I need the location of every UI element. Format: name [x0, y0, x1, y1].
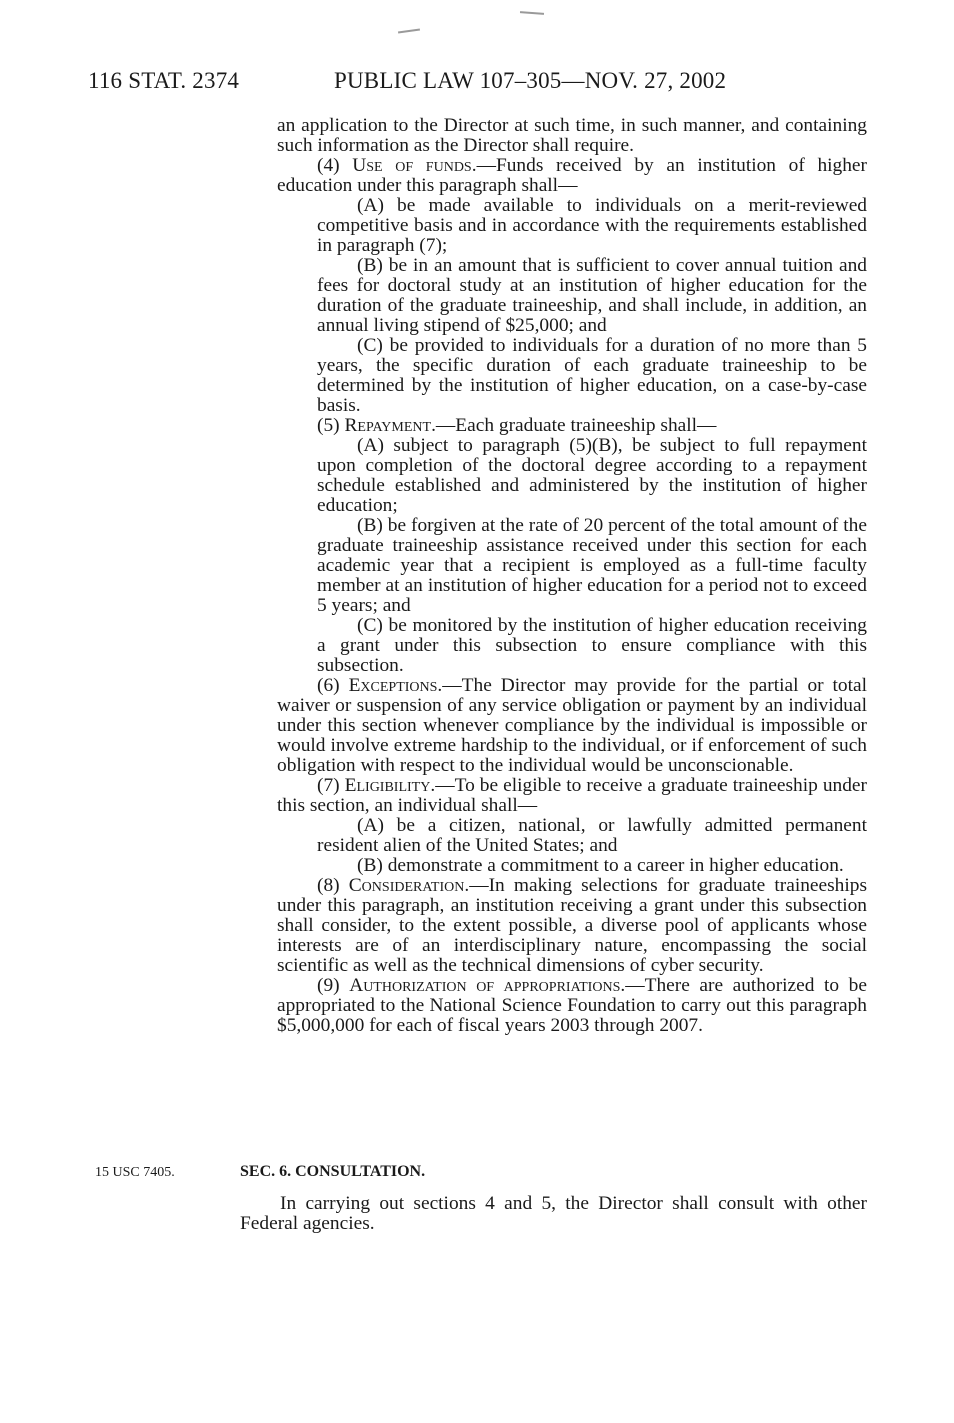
paragraph-number: (7): [317, 775, 345, 796]
usc-margin-citation: 15 USC 7405.: [95, 1165, 175, 1180]
paragraph-text: .—The Director may provide for the partial or total waiver or suspension of any service obligation or payment by an individual under this section whenever compliance by the individual is impossible or would involve extreme hardship to the individual, or if enforcement of such obligation with respect to the individual would be unconscionable.: [277, 675, 867, 776]
paragraph-4: [277, 156, 867, 196]
scan-artifact: [398, 28, 420, 33]
scan-artifact: [520, 11, 544, 15]
paragraph-title: Exceptions: [348, 675, 438, 696]
paragraph-7: [277, 776, 867, 816]
section-6-text: In carrying out sections 4 and 5, the Director shall consult with other Federal agencies.: [240, 1193, 867, 1234]
section-heading: SEC. 6. CONSULTATION.: [240, 1163, 426, 1180]
subparagraph-4a: (A) be made available to individuals on a merit-reviewed competitive basis and in accordance with the requirements established in paragraph (7);: [317, 195, 867, 256]
paragraph-title: Eligibility: [344, 775, 431, 796]
paragraph-number: (8): [317, 875, 349, 896]
paragraph-9: [277, 976, 867, 1036]
page-header: [88, 68, 768, 100]
paragraph-title: Consideration: [348, 875, 465, 896]
subparagraph-5b: (B) be forgiven at the rate of 20 percent of the total amount of the graduate traineeship assistance received under this section for each academic year that a recipient is employed as a full-time faculty member at an institution of higher education for a period not to exceed 5 years; and: [317, 515, 867, 616]
subparagraph-4c: (C) be provided to individuals for a duration of no more than 5 years, the specific duration of each graduate traineeship to be determined by the institution of higher education, on a case-by-case basis.: [317, 335, 867, 416]
stat-page-number: 116 STAT. 2374: [88, 68, 240, 93]
paragraph-title: Repayment: [344, 415, 432, 436]
paragraph-title: Authorization of appropriations: [349, 975, 621, 996]
paragraph-5: [277, 416, 867, 436]
subparagraph-7a: (A) be a citizen, national, or lawfully admitted permanent resident alien of the United States; and: [317, 815, 867, 856]
public-law-citation: PUBLIC LAW 107–305—NOV. 27, 2002: [334, 68, 727, 93]
paragraph-number: (4): [317, 155, 353, 176]
paragraph-8: [277, 876, 867, 976]
paragraph-number: (9): [317, 975, 350, 996]
paragraph-intro: an application to the Director at such time, in such manner, and containing such information as the Director shall require.: [277, 115, 867, 156]
body-text: [277, 116, 867, 1036]
subparagraph-5a: (A) subject to paragraph (5)(B), be subject to full repayment upon completion of the doctoral degree according to a repayment schedule established and administered by the institution of higher education;: [317, 435, 867, 516]
paragraph-text: .—Each graduate traineeship shall—: [431, 415, 717, 436]
paragraph-6: [277, 676, 867, 776]
section-6-body: [240, 1194, 867, 1234]
subparagraph-4b: (B) be in an amount that is sufficient to cover annual tuition and fees for doctoral study at an institution of higher education for the duration of the graduate traineeship, and shall include, in addition, an annual living stipend of $25,000; and: [317, 255, 867, 336]
subparagraph-5c: (C) be monitored by the institution of higher education receiving a grant under this subsection to ensure compliance with this subsection.: [317, 615, 867, 676]
subparagraph-7b: (B) demonstrate a commitment to a career in higher education.: [357, 855, 844, 876]
paragraph-text: .—Funds received by an institution of higher education under this paragraph shall—: [277, 155, 867, 196]
paragraph-number: (5): [317, 415, 345, 436]
paragraph-text: .—To be eligible to receive a graduate traineeship under this section, an individual shall—: [277, 775, 867, 816]
paragraph-text: .—In making selections for graduate traineeships under this paragraph, an institution receiving a grant under this subsection shall consider, to the extent possible, a diverse pool of applicants whose interests are of an interdisciplinary nature, encompassing the social scientific as well as the technical dimensions of cyber security.: [277, 875, 867, 976]
paragraph-text: .—There are authorized to be appropriated to the National Science Foundation to carry out this paragraph $5,000,000 for each of fiscal years 2003 through 2007.: [277, 975, 867, 1036]
paragraph-number: (6): [317, 675, 349, 696]
paragraph-title: Use of funds: [352, 155, 472, 176]
